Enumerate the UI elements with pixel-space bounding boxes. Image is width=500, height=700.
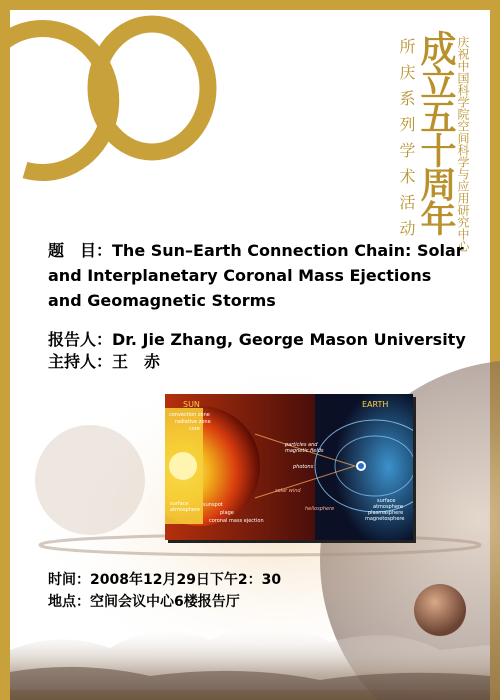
host-label: 主持人： (48, 352, 113, 371)
talk-speaker (48, 329, 488, 351)
label-sunspot: sunspot (203, 502, 223, 508)
anniversary-title: 成立五十周年 (415, 30, 457, 234)
label-particles: particles and magnetic fields (285, 442, 324, 454)
topic-label: 题 目： (48, 241, 113, 260)
lecture-series-label: 所庆系列学术活动 (397, 38, 416, 246)
small-moon (414, 584, 466, 636)
anniversary-50-logo (0, 0, 240, 220)
label-magnetosphere: magnetosphere (365, 516, 405, 522)
left-planet (35, 425, 145, 535)
speaker-label: 报告人： (48, 330, 113, 349)
label-heliosphere: heliosphere (305, 506, 335, 512)
diagram-earth-label: EARTH (362, 400, 389, 409)
sun-core (169, 452, 197, 480)
label-solar-wind: solar wind (275, 488, 301, 494)
label-photons: photons (293, 464, 314, 470)
label-surface-atmosphere: surface atmosphere (170, 501, 200, 513)
label-convection-zone: convection zone (169, 412, 210, 418)
institute-label: 庆祝中国科学院空间科学与应用研究中心 (456, 36, 470, 252)
label-core: core (189, 426, 200, 432)
talk-place (48, 591, 240, 613)
label-earth-atmosphere: atmosphere (373, 504, 403, 510)
topic-text: The Sun–Earth Connection Chain: Solar and Interplanetary Coronal Mass Ejections and Geomagnetic Storms (48, 241, 464, 310)
label-plage: plage (220, 510, 234, 516)
time-text: 2008年12月29日下午2：30 (90, 572, 282, 588)
talk-topic (48, 238, 468, 313)
place-label: 地点： (48, 594, 90, 610)
diagram-sun-label: SUN (183, 400, 200, 409)
label-cme: coronal mass ejection (209, 518, 264, 524)
label-plasmasphere: plasmasphere (368, 510, 404, 516)
place-text: 空间会议中心6楼报告厅 (90, 594, 240, 610)
talk-host (48, 351, 160, 373)
sun-earth-diagram (165, 394, 413, 540)
speaker-text: Dr. Jie Zhang, George Mason University (112, 330, 466, 349)
talk-time (48, 569, 281, 591)
time-label: 时间： (48, 572, 90, 588)
label-radiative-zone: radiative zone (175, 419, 211, 425)
host-text: 王 赤 (112, 352, 161, 371)
label-earth-surface: surface (377, 498, 396, 504)
